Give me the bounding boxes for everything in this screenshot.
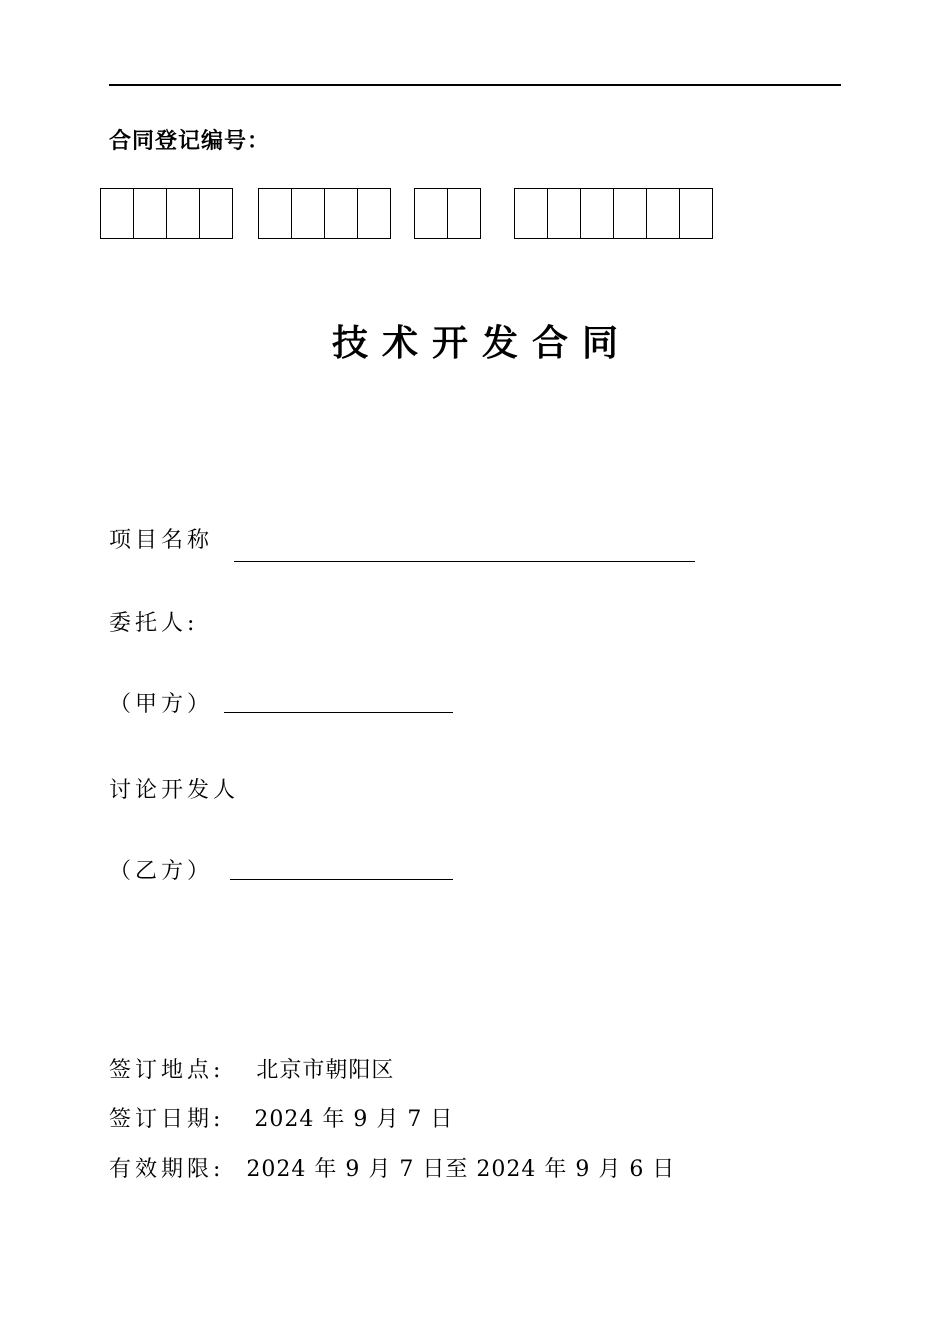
signing-date-value: 2024 年 9 月 7 日 [254,1107,454,1132]
document-title: 技术开发合同 [331,323,632,364]
registration-box[interactable] [358,188,391,239]
registration-box-group-2 [258,188,391,239]
registration-box[interactable] [548,188,581,239]
project-name-label: 项目名称 [109,528,214,553]
project-name-blank[interactable] [234,561,695,562]
registration-box-group-1 [100,188,233,239]
registration-box[interactable] [200,188,233,239]
registration-box[interactable] [448,188,481,239]
validity-value: 2024 年 9 月 7 日至 2024 年 9 月 6 日 [246,1157,676,1182]
registration-box[interactable] [325,188,358,239]
party-a-blank[interactable] [224,712,453,713]
registration-box[interactable] [167,188,200,239]
registration-box-group-3 [414,188,481,239]
registration-box[interactable] [134,188,167,239]
top-rule [109,84,841,86]
client-label: 委托人: [109,611,199,636]
signing-date-label: 签订日期: [109,1107,225,1132]
signing-date-row [109,1102,453,1133]
developer-label: 讨论开发人 [109,778,240,803]
registration-box[interactable] [581,188,614,239]
registration-box[interactable] [259,188,292,239]
registration-number-label: 合同登记编号： [109,129,271,154]
registration-box-group-4 [514,188,713,239]
registration-box[interactable] [415,188,448,239]
registration-box[interactable] [614,188,647,239]
validity-row [109,1152,675,1183]
party-a-label: （甲方） [109,692,214,717]
registration-box[interactable] [515,188,548,239]
registration-box[interactable] [647,188,680,239]
registration-box[interactable] [101,188,134,239]
party-b-blank[interactable] [230,879,453,880]
signing-place-row [109,1053,394,1084]
party-b-label: （乙方） [109,859,214,884]
signing-place-label: 签订地点: [109,1058,225,1083]
registration-box[interactable] [680,188,713,239]
registration-box[interactable] [292,188,325,239]
signing-place-value: 北京市朝阳区 [256,1058,395,1083]
validity-label: 有效期限: [109,1157,225,1182]
